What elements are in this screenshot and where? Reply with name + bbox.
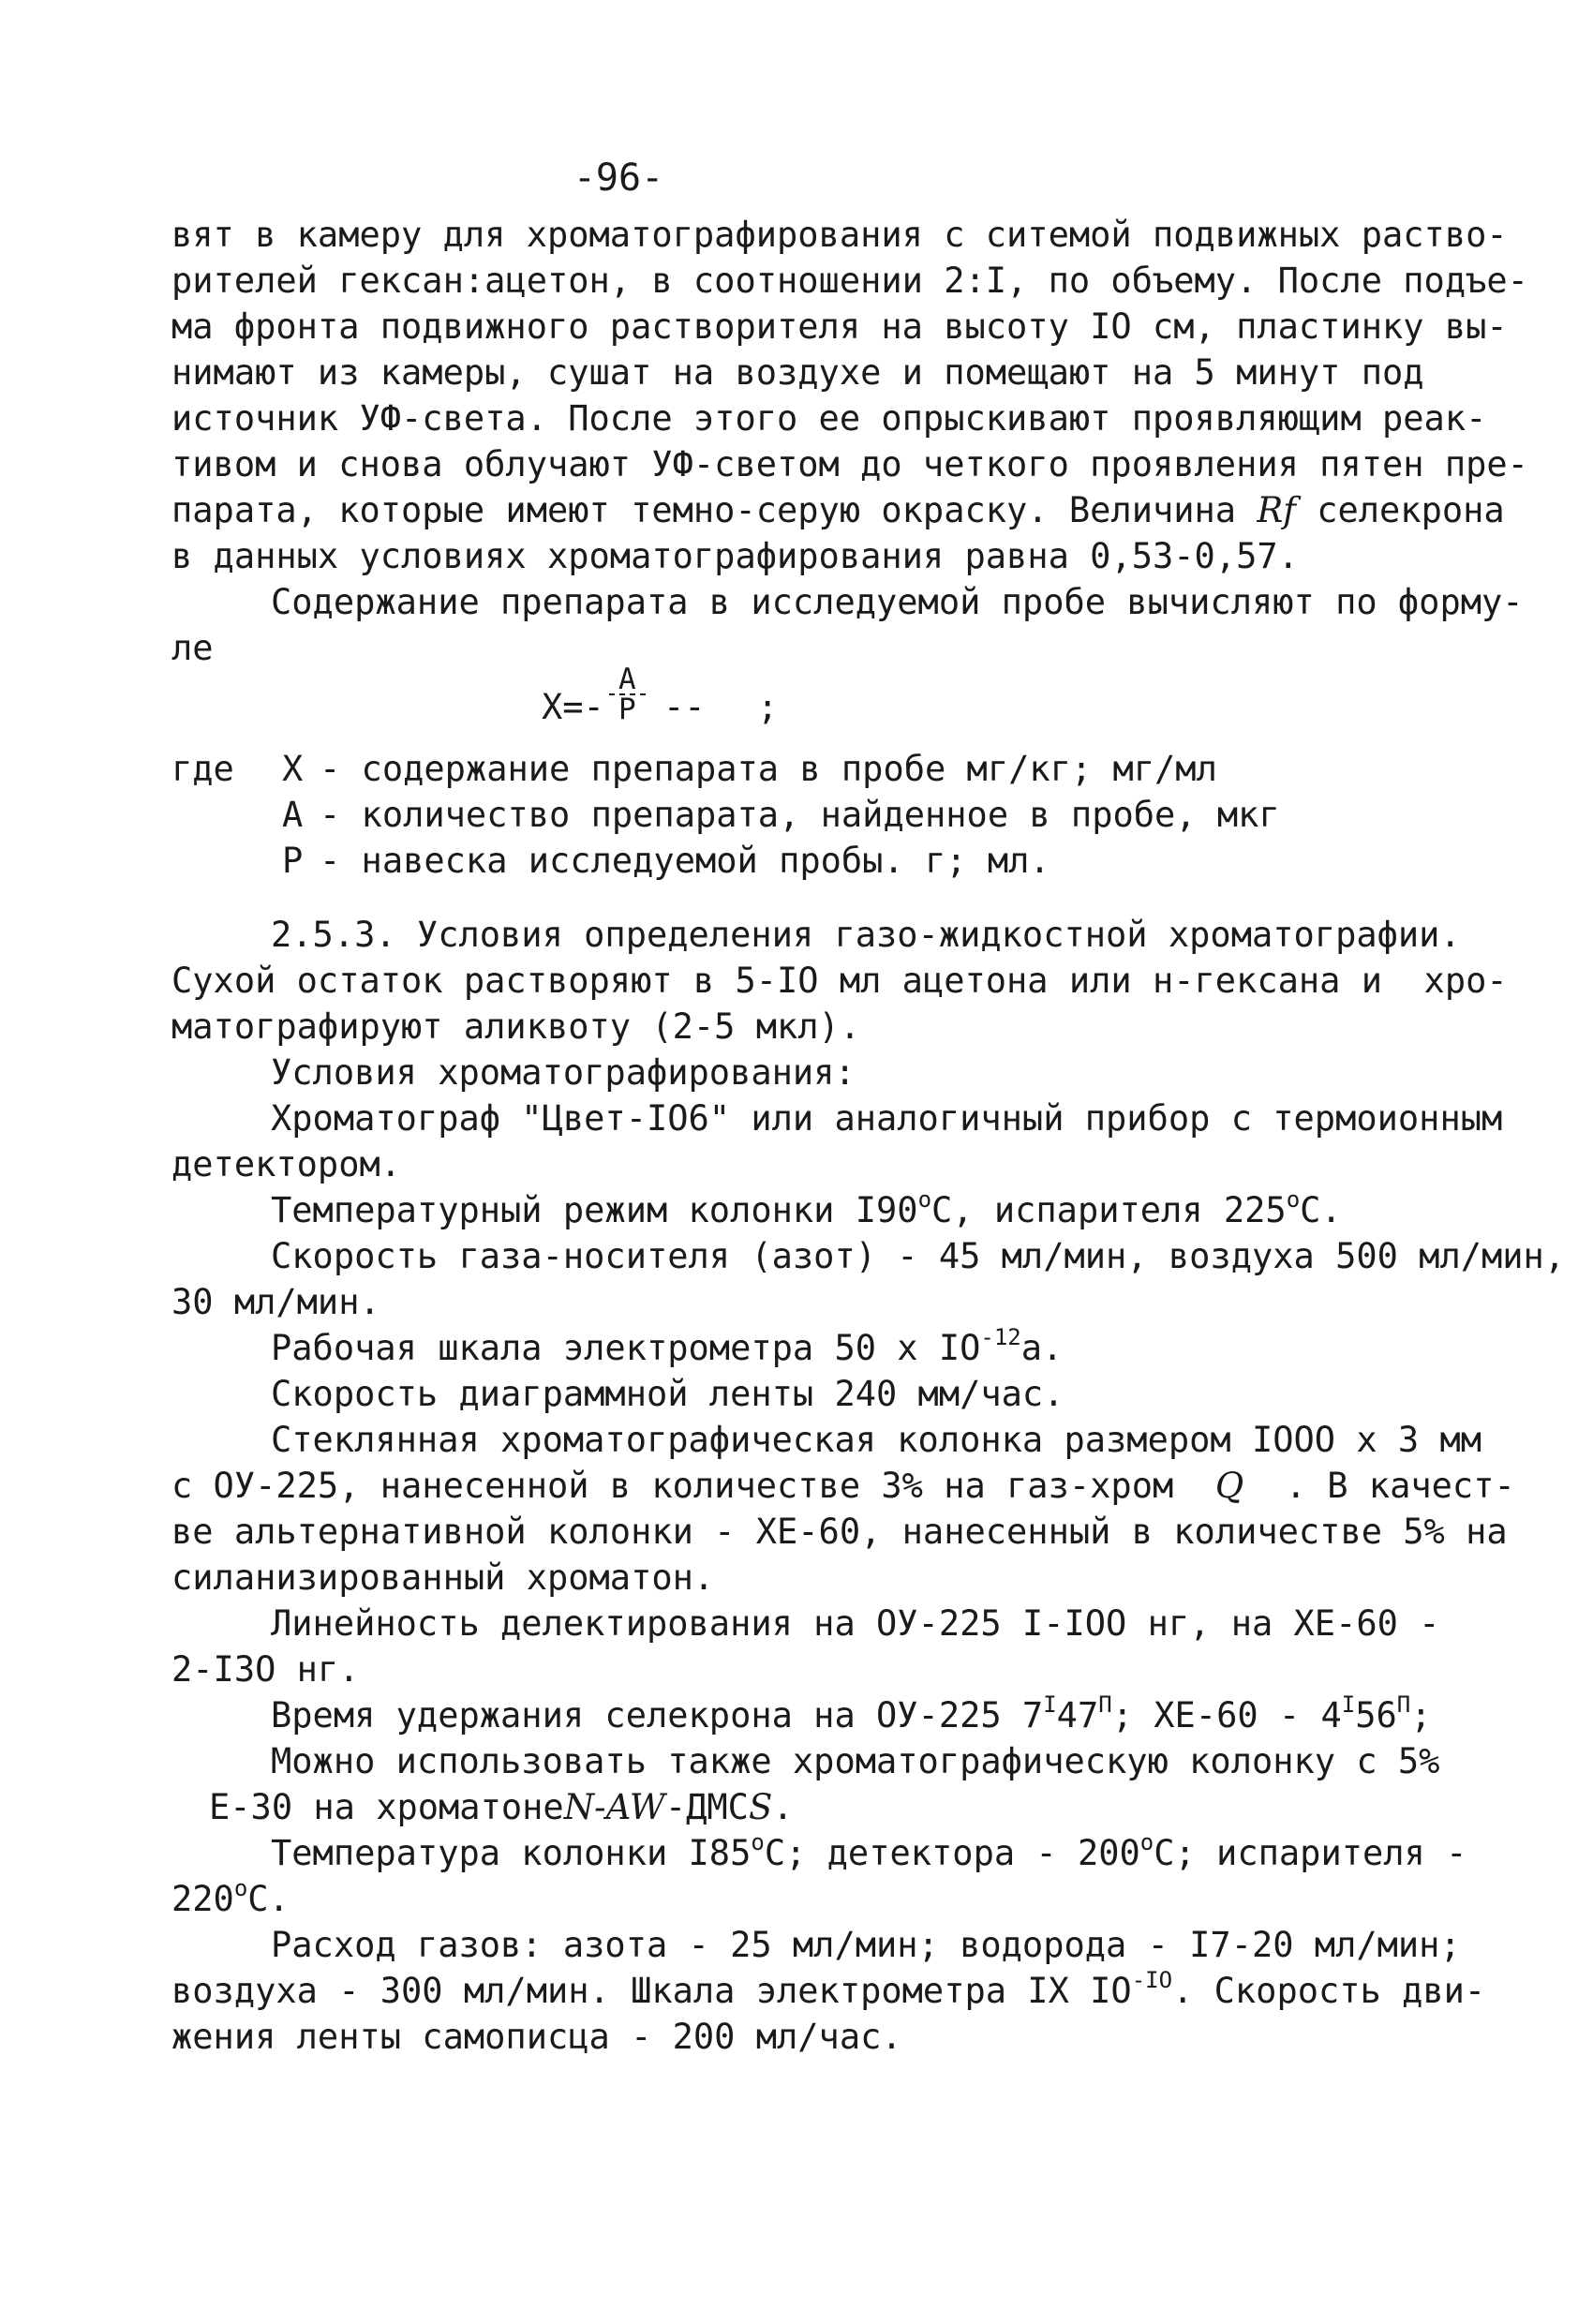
text-line: тивом и снова облучают УФ-светом до четкого проявления пятен пре- xyxy=(171,444,1528,484)
legend-symbol: Х xyxy=(282,749,304,789)
legend-row xyxy=(171,746,1483,792)
formula-denominator: Р xyxy=(618,693,636,726)
legend-text: - количество препарата, найденное в пробе, мкг xyxy=(320,795,1280,835)
text-fragment: С. xyxy=(1300,1190,1342,1230)
legend-text: - содержание препарата в пробе мг/кг; мг/мл xyxy=(320,749,1217,789)
text-fragment: С; испарителя - xyxy=(1154,1833,1467,1873)
text-line: Расход газов: азота - 25 мл/мин; водорода - I7-20 мл/мин; xyxy=(271,1925,1461,1965)
text-line xyxy=(171,1463,1515,1509)
handwritten-q: Q xyxy=(1214,1466,1244,1506)
text-line: ма фронта подвижного растворителя на высоту IO см, пластинку вы- xyxy=(171,306,1508,347)
text-fragment: С; детектора - 200 xyxy=(764,1833,1140,1873)
text-fragment: Время удержания селекрона на ОУ-225 7 xyxy=(271,1695,1044,1736)
degree-sup: о xyxy=(917,1186,932,1213)
text-fragment: 47 xyxy=(1056,1695,1099,1736)
text-line xyxy=(171,1692,1483,1738)
text-line: Условия хроматографирования: xyxy=(271,1052,856,1093)
formula xyxy=(542,663,1483,746)
formula-lhs: Х=- xyxy=(542,687,604,727)
text-line: вят в камеру для хроматографирования с ситемой подвижных раство- xyxy=(171,215,1508,255)
text-fragment: Е-30 на хроматоне xyxy=(209,1787,564,1827)
text-line: Скорость диаграммной ленты 240 мм/час. xyxy=(271,1374,1064,1414)
text-line: в данных условиях хроматографирования равна 0,53-0,57. xyxy=(171,536,1299,576)
formula-numerator: А xyxy=(609,665,646,695)
page-number: -96- xyxy=(573,156,664,200)
degree-sup: о xyxy=(1139,1829,1154,1855)
text-line: источник УФ-света. После этого ее опрыскивают проявляющим реак- xyxy=(171,398,1487,439)
rf-symbol: Rf xyxy=(1257,490,1296,530)
text-fragment: Рабочая шкала электрометра 50 х IО xyxy=(271,1328,981,1368)
degree-sup: о xyxy=(751,1829,765,1855)
page-body xyxy=(171,212,1566,2060)
exponent-sup: -12 xyxy=(980,1324,1021,1350)
text-line: рителей гексан:ацетон, в соотношении 2:I, по объему. После подъе- xyxy=(171,261,1528,301)
legend-symbol: Р xyxy=(282,841,304,881)
text-line xyxy=(171,1187,1483,1233)
text-line: детектором. xyxy=(171,1144,402,1184)
text-fragment: ; ХЕ-60 - 4 xyxy=(1111,1695,1342,1736)
text-line: Сухой остаток растворяют в 5-IO мл ацетона или н-гексана и хро- xyxy=(171,961,1508,1001)
section-heading: 2.5.3. Условия определения газо-жидкостной хроматографии. xyxy=(271,915,1461,955)
text-line: Можно использовать также хроматографическую колонку с 5% xyxy=(271,1741,1440,1781)
exponent-sup: -IО xyxy=(1131,1967,1173,1993)
exponent-sup: П xyxy=(1396,1691,1411,1718)
text-fragment: . xyxy=(772,1787,794,1827)
text-fragment: . Скорость дви- xyxy=(1172,1971,1486,2011)
legend-row xyxy=(171,792,1483,838)
text-line: Содержание препарата в исследуемой пробе вычисляют по форму- xyxy=(271,582,1524,622)
handwritten-text: S xyxy=(748,1787,773,1827)
text-fragment: 220 xyxy=(171,1879,234,1919)
text-line: Стеклянная хроматографическая колонка размером IООО х 3 мм xyxy=(271,1420,1482,1460)
text-fragment: С, испарителя 225 xyxy=(931,1190,1287,1230)
text-line xyxy=(171,1325,1483,1371)
formula-tail: -- xyxy=(663,687,706,727)
text-fragment: а. xyxy=(1020,1328,1064,1368)
text-fragment: с ОУ-225, нанесенной в количестве 3% на газ-хром xyxy=(171,1466,1174,1506)
text-fragment: 56 xyxy=(1355,1695,1397,1736)
text-line: матографируют аликвоту (2-5 мкл). xyxy=(171,1006,861,1047)
exponent-sup: П xyxy=(1098,1691,1112,1718)
text-line xyxy=(171,1830,1483,1876)
text-line xyxy=(171,1876,1483,1922)
text-line xyxy=(171,1967,1486,2014)
legend-text: - навеска исследуемой пробы. г; мл. xyxy=(320,841,1050,881)
legend-symbol: А xyxy=(282,795,304,835)
text-fragment: Температурный режим колонки I90 xyxy=(271,1190,918,1230)
legend-where: где xyxy=(171,749,234,789)
formula-semicolon: ; xyxy=(757,687,779,727)
handwritten-text: N-AW xyxy=(563,1787,665,1827)
text-fragment: -ДМС xyxy=(664,1787,749,1827)
text-line: жения ленты самописца - 200 мл/час. xyxy=(171,2017,902,2057)
degree-sup: о xyxy=(233,1875,248,1901)
degree-sup: о xyxy=(1286,1186,1301,1213)
text-fragment: ; xyxy=(1410,1695,1432,1736)
legend-row xyxy=(171,838,1483,884)
text-line xyxy=(171,487,1505,533)
text-fragment: . В качест- xyxy=(1243,1466,1515,1506)
text-line: ве альтернативной колонки - ХЕ-60, нанесенный в количестве 5% на xyxy=(171,1512,1508,1552)
text-fragment: селекрона xyxy=(1295,490,1505,530)
text-line: Линейность делектирования на ОУ-225 I-IОО нг, на ХЕ-60 - xyxy=(271,1603,1440,1644)
text-line: нимают из камеры, сушат на воздухе и помещают на 5 минут под xyxy=(171,352,1424,393)
exponent-sup: I xyxy=(1341,1691,1356,1718)
text-line: силанизированный хроматон. xyxy=(171,1557,715,1598)
text-line: ле xyxy=(171,628,214,668)
text-fragment: Температура колонки I85 xyxy=(271,1833,752,1873)
text-fragment: С. xyxy=(247,1879,290,1919)
text-line xyxy=(171,1784,1483,1830)
text-fragment: воздуха - 300 мл/мин. Шкала электрометра IХ IО xyxy=(171,1971,1132,2011)
text-fragment: парата, которые имеют темно-серую окраску. Величина xyxy=(171,490,1237,530)
text-line: 2-I3О нг. xyxy=(171,1649,360,1690)
formula-fraction xyxy=(609,663,646,726)
exponent-sup: I xyxy=(1043,1691,1057,1718)
text-line: Скорость газа-носителя (азот) - 45 мл/мин, воздуха 500 мл/мин, xyxy=(271,1236,1566,1276)
text-line: 30 мл/мин. xyxy=(171,1282,380,1322)
text-line: Хроматограф "Цвет-IО6" или аналогичный прибор с термоионным xyxy=(271,1098,1503,1139)
